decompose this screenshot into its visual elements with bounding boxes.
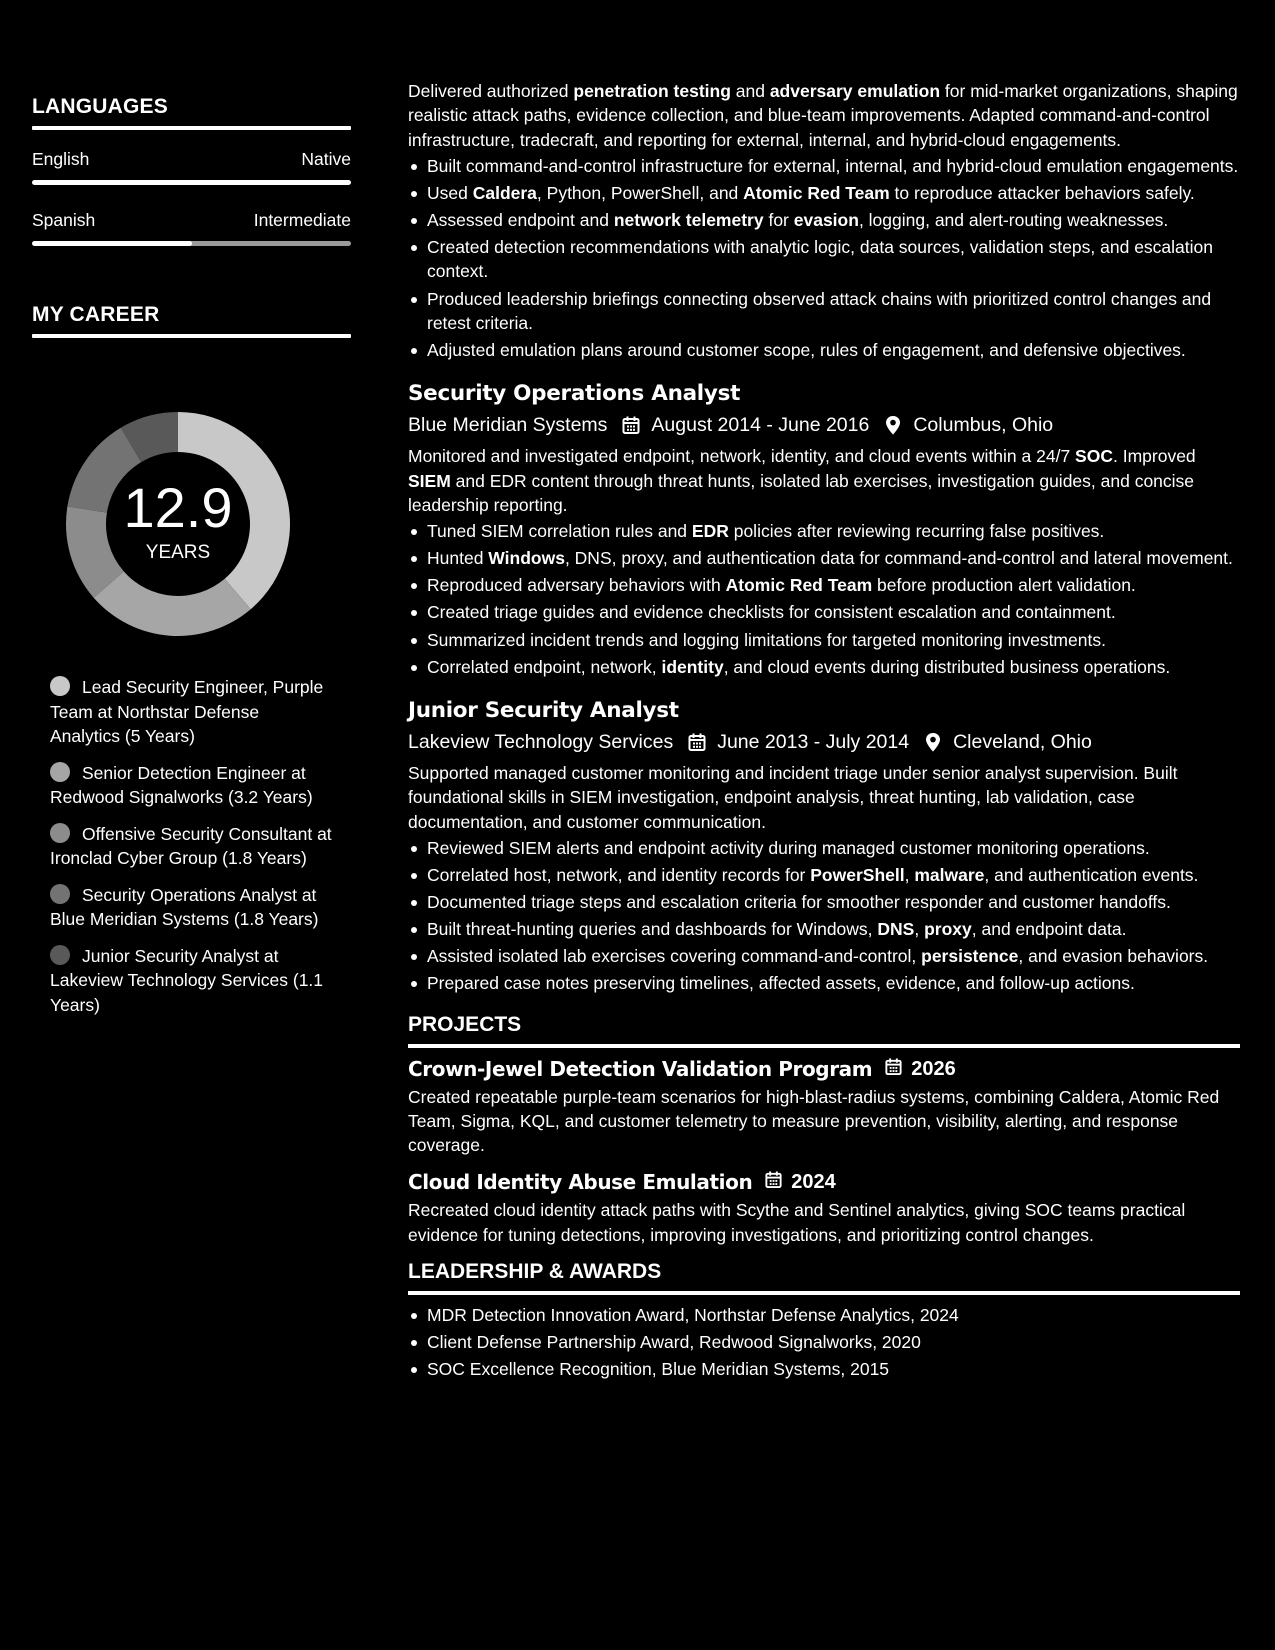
text-run: Built command-and-control infrastructure for external, internal, and hybrid-cloud emulation engagements. [427,155,1239,176]
text-run: , Python, PowerShell, and [536,182,744,203]
bold-keyword: adversary emulation [769,81,941,101]
language-list [32,148,351,246]
language-proficiency-bar [32,180,351,185]
job-bullet [408,917,1240,941]
job-bullet [408,836,1240,860]
calendar-icon [884,1056,903,1082]
career-legend-text: Junior Security Analyst at Lakeview Technology Services (1.1 Years) [50,945,324,1015]
job-bullet [408,519,1240,543]
job-bullet [408,628,1240,652]
job-bullet [408,655,1240,679]
text-run: Supported managed customer monitoring and incident triage under senior analyst supervision. Built foundational skills in SIEM investigation, endpoint analysis, threat hunting, lab validation, case documentation, and customer communication. [408,762,1178,832]
project-year: 2024 [791,1171,836,1194]
job-bullets [408,519,1240,679]
career-legend-item [50,944,332,1018]
awards-list [408,1303,1240,1381]
job-title: Security Operations Analyst [408,381,741,407]
bold-keyword: malware [914,864,985,885]
bold-keyword: Windows [488,548,565,569]
career-legend-dot [50,945,70,965]
text-run: , and endpoint data. [971,919,1127,940]
text-run: . Improved [1112,446,1196,467]
awards-heading: LEADERSHIP & AWARDS [408,1260,662,1284]
job-bullet [408,338,1240,362]
bold-keyword: SOC [1075,446,1113,467]
awards-divider [408,1291,1240,1295]
calendar-icon [621,415,641,435]
bold-keyword: persistence [921,946,1019,967]
projects-heading: PROJECTS [408,1012,522,1036]
bold-keyword: Atomic Red Team [725,575,873,596]
sidebar [32,94,351,338]
languages-heading: LANGUAGES [32,95,168,118]
experience-entry [408,697,1240,996]
text-run: Correlated host, network, and identity records for [427,864,811,885]
language-proficiency-fill [32,241,192,246]
text-run: Delivered authorized [408,81,574,101]
company-name: Lakeview Technology Services [408,730,674,753]
text-run: Produced leadership briefings connecting observed attack chains with prioritized control changes and retest criteria. [427,288,1212,333]
project-year: 2026 [911,1057,956,1080]
career-legend-dot [50,762,70,782]
language-proficiency-fill [32,180,351,185]
text-run: , [914,919,925,940]
text-run: Created detection recommendations with analytic logic, data sources, validation steps, and escalation context. [427,237,1213,282]
calendar-icon [687,732,707,752]
text-run: Reproduced adversary behaviors with [427,575,726,596]
job-bullet [408,600,1240,624]
job-bullet [408,235,1240,284]
career-legend-dot [50,884,70,904]
text-run: before production alert validation. [872,575,1136,596]
job-bullet [408,863,1240,887]
language-level: Intermediate [253,210,351,230]
text-run: Reviewed SIEM alerts and endpoint activity during managed customer monitoring operations. [427,837,1150,858]
text-run: Correlated endpoint, network, [427,656,662,677]
text-run: Created triage guides and evidence checklists for consistent escalation and containment. [427,602,1116,623]
language-row [32,148,351,170]
award-item: MDR Detection Innovation Award, Northstar Defense Analytics, 2024 [408,1303,1240,1327]
job-dates: August 2014 - June 2016 [651,414,870,437]
experience-entry [408,380,1240,679]
text-run: Prepared case notes preserving timelines, affected assets, evidence, and follow-up actions. [427,973,1135,994]
career-legend-dot [50,823,70,843]
career-total-years: 12.9 [123,476,233,539]
job-bullets [408,836,1240,996]
job-bullet [408,208,1240,232]
award-item: SOC Excellence Recognition, Blue Meridian Systems, 2015 [408,1357,1240,1381]
bold-keyword: Caldera [472,182,537,203]
experience-entry [408,79,1240,362]
text-run: Assessed endpoint and [427,210,614,231]
project-title: Cloud Identity Abuse Emulation [408,1170,753,1195]
career-legend-item [50,822,332,871]
project-title: Crown-Jewel Detection Validation Program [408,1056,873,1081]
text-run: Monitored and investigated endpoint, network, identity, and cloud events within a 24/7 [408,446,1076,467]
text-run: policies after reviewing recurring false positives. [728,521,1105,542]
career-legend-text: Security Operations Analyst at Blue Meridian Systems (1.8 Years) [50,884,319,929]
award-item: Client Defense Partnership Award, Redwood Signalworks, 2020 [408,1330,1240,1354]
project-title-row [408,1056,1240,1082]
job-meta [408,728,1240,756]
project-title-row [408,1169,1240,1195]
languages-divider [32,126,351,130]
project-description: Created repeatable purple-team scenarios for high-blast-radius systems, combining Caldera, Atomic Red Team, Sigma, KQL, and customer telemetry to measure prevention, visibility, alerting, and response coverage. [408,1086,1220,1156]
text-run: Built threat-hunting queries and dashboards for Windows, [427,919,878,940]
donut-center [66,412,290,636]
text-run: , and cloud events during distributed business operations. [723,656,1171,677]
company-name: Blue Meridian Systems [408,414,608,437]
job-bullet [408,890,1240,914]
project-description: Recreated cloud identity attack paths with Scythe and Sentinel analytics, giving SOC teams practical evidence for tuning detections, improving investigations, and prioritizing control changes. [408,1200,1186,1245]
job-location: Columbus, Ohio [913,414,1054,437]
language-item [32,148,351,185]
job-bullet [408,944,1240,968]
job-bullet [408,287,1240,336]
bold-keyword: SIEM [408,470,451,491]
text-run: and [730,81,770,101]
job-bullet [408,971,1240,995]
text-run: to reproduce attacker behaviors safely. [889,182,1195,203]
bold-keyword: DNS [877,919,915,940]
main-content [408,79,1240,1384]
job-bullet [408,573,1240,597]
job-summary [408,444,1240,517]
language-proficiency-bar [32,241,351,246]
text-run: Hunted [427,548,489,569]
text-run: , [904,864,915,885]
location-pin-icon [923,732,943,752]
text-run: for [763,210,794,231]
text-run: Adjusted emulation plans around customer scope, rules of engagement, and defensive objectives. [427,339,1186,360]
job-title: Junior Security Analyst [408,697,679,723]
job-bullets [408,154,1240,362]
career-legend-text: Offensive Security Consultant at Ironclad Cyber Group (1.8 Years) [50,823,332,868]
career-heading: MY CAREER [32,303,160,326]
job-bullet [408,181,1240,205]
bold-keyword: Atomic Red Team [743,182,890,203]
career-legend-text: Lead Security Engineer, Purple Team at Northstar Defense Analytics (5 Years) [50,677,324,746]
job-summary [408,761,1240,834]
job-location: Cleveland, Ohio [953,730,1092,753]
career-years-unit: YEARS [145,542,211,563]
text-run: , logging, and alert-routing weaknesses. [858,210,1169,231]
language-name: English [32,149,90,169]
career-legend [50,675,332,1029]
career-legend-item [50,883,332,932]
bold-keyword: proxy [924,919,972,940]
bold-keyword: PowerShell [810,864,905,885]
career-legend-text: Senior Detection Engineer at Redwood Signalworks (3.2 Years) [50,762,313,807]
text-run: , DNS, proxy, and authentication data for command-and-control and lateral movement. [564,548,1233,569]
bold-keyword: evasion [793,210,859,231]
career-legend-dot [50,676,70,696]
job-meta [408,411,1240,439]
text-run: Summarized incident trends and logging limitations for targeted monitoring investments. [427,629,1106,650]
bold-keyword: EDR [691,521,729,542]
text-run: Used [427,182,473,203]
career-donut-chart [66,412,290,636]
language-level: Native [301,149,351,169]
text-run: for mid-market organizations, shaping realistic attack paths, evidence collection, and blue-team improvements. Adapted command-and-control infrastructure, tradecraft, and reporting for external, internal, and hybrid-cloud engagements. [408,81,1238,150]
career-divider [32,334,351,338]
job-bullet [408,154,1240,178]
text-run: , and evasion behaviors. [1018,946,1209,967]
bold-keyword: identity [661,656,724,677]
career-legend-item [50,675,332,749]
job-bullet [408,546,1240,570]
text-run: Assisted isolated lab exercises covering command-and-control, [427,946,922,967]
language-name: Spanish [32,210,96,230]
career-legend-item [50,761,332,810]
location-pin-icon [883,415,903,435]
text-run: , and authentication events. [984,864,1199,885]
calendar-icon [764,1169,783,1195]
text-run: Documented triage steps and escalation criteria for smoother responder and customer handoffs. [427,891,1171,912]
text-run: and EDR content through threat hunts, isolated lab exercises, investigation guides, and concise leadership reporting. [408,470,1195,515]
language-row [32,209,351,231]
language-item [32,209,351,246]
job-dates: June 2013 - July 2014 [717,730,910,753]
bold-keyword: penetration testing [573,81,731,101]
bold-keyword: network telemetry [613,210,764,231]
projects-divider [408,1044,1240,1048]
text-run: Tuned SIEM correlation rules and [427,521,692,542]
job-summary [408,79,1240,152]
